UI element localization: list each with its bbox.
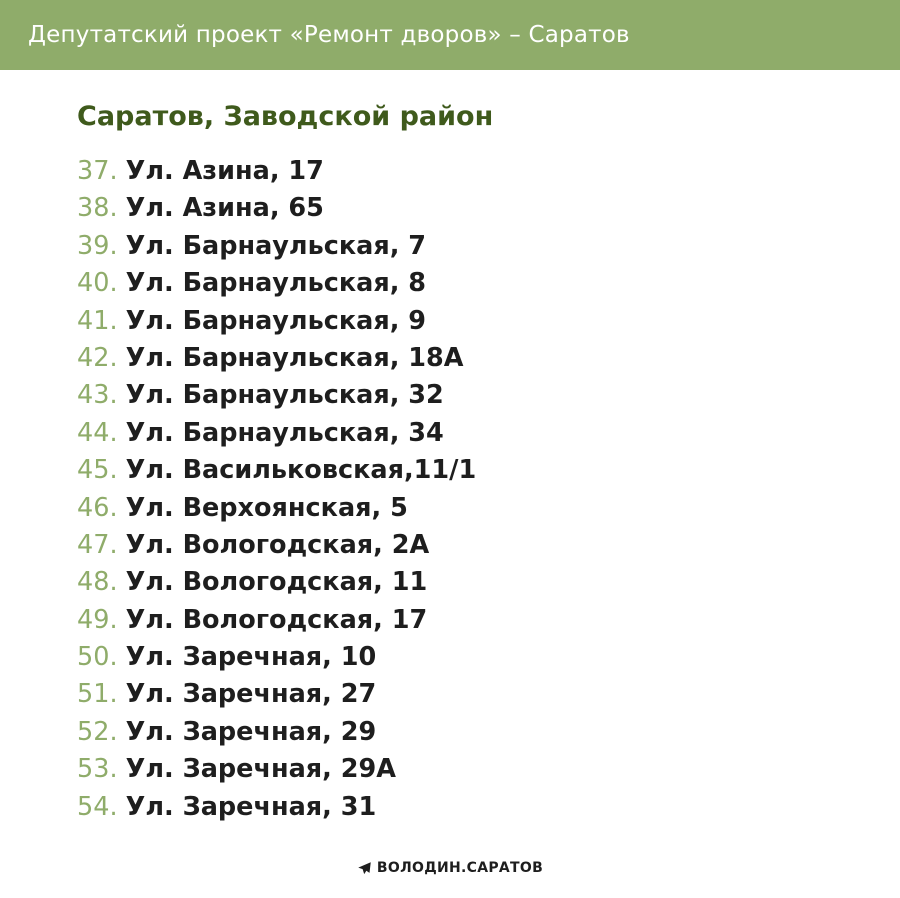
list-item — [77, 228, 476, 265]
item-number: 41. — [77, 305, 118, 336]
list-item — [77, 303, 476, 340]
footer-label: ВОЛОДИН.САРАТОВ — [376, 860, 544, 876]
list-item — [77, 602, 476, 639]
list-item — [77, 639, 476, 676]
item-address: Ул. Азина, 17 — [125, 156, 324, 186]
item-address: Ул. Заречная, 27 — [125, 679, 377, 710]
item-address: Ул. Барнаульская, 9 — [125, 305, 427, 336]
item-address: Ул. Заречная, 29 — [125, 716, 377, 747]
item-address: Ул. Барнаульская, 34 — [125, 417, 444, 448]
list-item — [77, 564, 476, 601]
list-item — [77, 190, 476, 227]
item-number: 38. — [77, 193, 118, 224]
list-item — [77, 789, 476, 826]
footer — [0, 860, 900, 876]
item-number: 52. — [77, 716, 118, 747]
address-list — [77, 153, 476, 826]
telegram-icon — [357, 861, 372, 876]
item-address: Ул. Вологодская, 11 — [125, 567, 428, 598]
list-item — [77, 714, 476, 751]
item-number: 40. — [77, 268, 118, 299]
item-number: 47. — [77, 529, 118, 560]
item-number: 45. — [77, 455, 118, 486]
item-number: 42. — [77, 342, 118, 373]
item-address: Ул. Азина, 65 — [125, 193, 324, 224]
item-number: 49. — [77, 604, 118, 635]
item-number: 46. — [77, 492, 118, 523]
item-address: Ул. Барнаульская, 7 — [125, 230, 427, 261]
item-address: Ул. Барнаульская, 8 — [125, 268, 427, 299]
item-address: Ул. Заречная, 29А — [125, 754, 396, 785]
item-number: 37. — [77, 156, 118, 186]
item-number: 48. — [77, 567, 118, 598]
item-address: Ул. Барнаульская, 32 — [125, 380, 444, 411]
item-number: 44. — [77, 417, 118, 448]
list-item — [77, 676, 476, 713]
item-address: Ул. Васильковская,11/1 — [125, 455, 477, 486]
list-item — [77, 452, 476, 489]
item-address: Ул. Заречная, 10 — [125, 642, 377, 673]
item-address: Ул. Вологодская, 2А — [125, 529, 430, 560]
item-address: Ул. Вологодская, 17 — [125, 604, 428, 635]
list-item — [77, 490, 476, 527]
district-title: Саратов, Заводской район — [77, 101, 494, 132]
list-item — [77, 527, 476, 564]
list-item — [77, 265, 476, 302]
item-number: 51. — [77, 679, 118, 710]
item-number: 43. — [77, 380, 118, 411]
list-item — [77, 751, 476, 788]
list-item — [77, 415, 476, 452]
item-address: Ул. Верхоянская, 5 — [125, 492, 408, 523]
item-number: 53. — [77, 754, 118, 785]
item-number: 54. — [77, 791, 118, 822]
item-number: 39. — [77, 230, 118, 261]
item-number: 50. — [77, 642, 118, 673]
list-item — [77, 153, 476, 190]
header-title: Депутатский проект «Ремонт дворов» – Саратов — [28, 22, 630, 48]
header-banner — [0, 0, 900, 70]
item-address: Ул. Заречная, 31 — [125, 791, 377, 822]
item-address: Ул. Барнаульская, 18А — [125, 342, 464, 373]
list-item — [77, 377, 476, 414]
list-item — [77, 340, 476, 377]
